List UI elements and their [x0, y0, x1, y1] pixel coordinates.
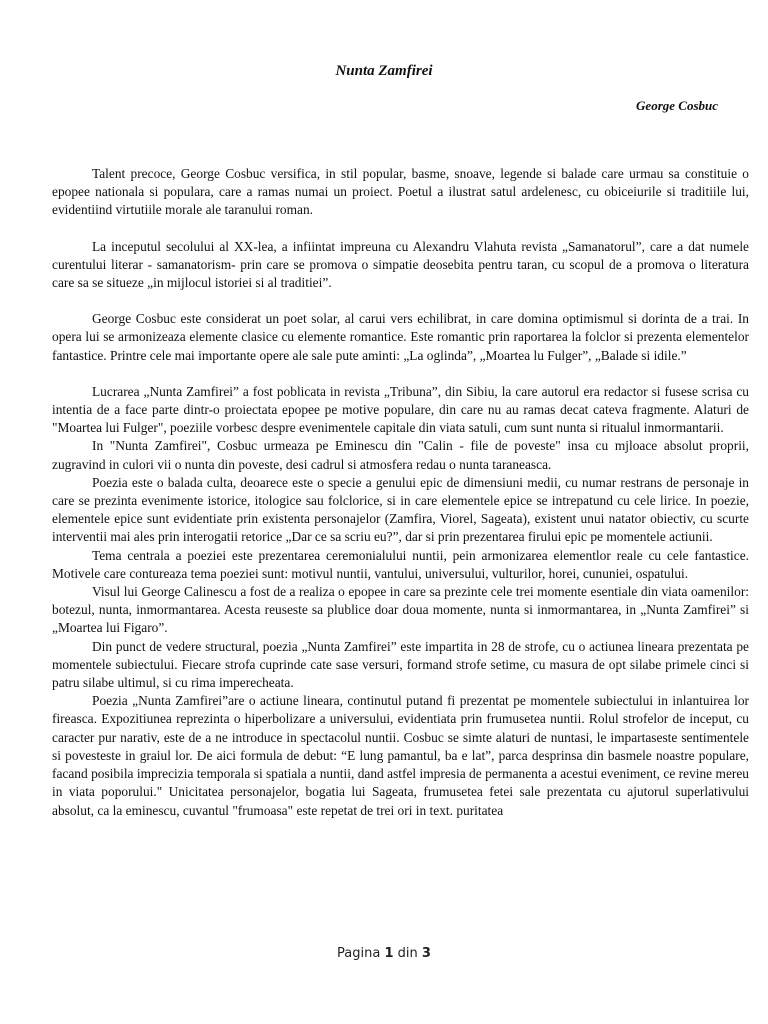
paragraph: La inceputul secolului al XX-lea, a infiintat impreuna cu Alexandru Vlahuta revista „Samanatorul”, care a dat numele curentului literar - samanatorism- prin care se promova o simpatie deosebita pentru taran, cu scopul de a promova o literatura care sa se situeze „in mijlocul istoriei si al traditiei”. — [52, 238, 749, 291]
paragraph: George Cosbuc este considerat un poet solar, al carui vers echilibrat, in care domina optimismul si dorinta de a trai. In opera lui se armonizeaza elemente clasice cu elemente romantice. Este romantic prin raportarea la folclor si prezenta elementelor fantastice. Printre cele mai importante opere ale sale pute aminti: „La oglinda”, „Moartea lu Fulger”, „Balade si idile.” — [52, 311, 749, 363]
paragraph: Talent precoce, George Cosbuc versifica, in stil popular, basme, snoave, legende si balade care urmau sa constituie o epopee nationala si populara, care a ramas numai un proiect. Poetul a ilustrat satul ardelenesc, cu obiceiurile si traditiile lui, evidentiind virtutiile morale ale taranului roman. — [52, 166, 749, 218]
paragraph: Poezia „Nunta Zamfirei”are o actiune lineara, continutul putand fi prezentat pe momentele subiectului in inlantuirea lor fireasca. Expozitiunea reprezinta o hiperbolizare a universului, evidentiata prin frumusetea nuntii. Rolul strofelor de inceput, cu caracter pur narativ, este de a ne introduce in spectacolul nuntii. Cosbuc se simte alaturi de nuntasi, le impartaseste sentimentele si povesteste in graiul lor. De aici formula de debut: “E lung pamantul, ba e lat”, parca desprinsa din basmele noastre populare, facand posibila imprecizia temporala si spatiala a nuntii, dand astfel impresia de permanenta a acestui eveniment, ce revine mereu in viata poporului." Unicitatea personajelor, bogatia lui Sageata, frumusetea fetei sale prezentata cu ajutorul superlativului absolut, ca la eminescu, cuvantul "frumoasa" este repetat de trei ori in text. puritatea — [52, 693, 749, 818]
page-number-separator: din — [397, 946, 418, 961]
paragraph: Tema centrala a poeziei este prezentarea ceremonialului nuntii, pein armonizarea elementlor reale cu cele fantastice. Motivele care contureaza tema poeziei sunt: motivul nuntii, vantului, universului, vulturilor, horei, cununiei, ospatului. — [52, 547, 749, 581]
document-body — [52, 165, 749, 820]
paragraph: In "Nunta Zamfirei", Cosbuc urmeaza pe Eminescu din "Calin - file de poveste" insa cu mjloace absolut proprii, zugravind in culori vii o nunta din poveste, desi cadrul si atmosfera redau o nunta taraneasca. — [52, 438, 749, 472]
paragraph: Din punct de vedere structural, poezia „Nunta Zamfirei” este impartita in 28 de strofe, cu o actiunea lineara prezentata pe momentele subiectului. Fiecare strofa cuprinde cate sase versuri, formand strofe setime, cu masura de opt silabe primele cinci si patru silabe ultimul, si cu rima imperecheata. — [52, 638, 749, 691]
current-page-number: 1 — [384, 946, 394, 961]
paragraph: Poezia este o balada culta, deoarece este o specie a genului epic de dimensiuni medii, cu numar restrans de personaje in care se prezinta evenimente istorice, itologice sau folclorice, si in care elementele epice se intrepatund cu cele lirice. In poezie, elementele epice sunt evidentiate prin existenta personajelor (Zamfira, Viorel, Sageata), existent unui natator obiectiv, cu scurte interventii mai ales prin interogatii retorice „Dar ce sa scriu eu?”, dar si prin prezentarea firului epic pe momentele actiunii. — [52, 474, 749, 545]
document-title: Nunta Zamfirei — [335, 63, 433, 79]
page-footer — [0, 946, 768, 961]
total-page-count: 3 — [421, 946, 431, 961]
paragraph: Lucrarea „Nunta Zamfirei” a fost poblicata in revista „Tribuna”, din Sibiu, la care autorul era redactor si fusese scrisa cu intentia de a face parte dintr-o proiectata epopee pe motive populare, din care nu au ramas decat cateva fragmente. Alaturi de "Moartea lui Fulger", poeziile vorbesc despre evenimentele capitale din viata satuli, cum sunt nunta si ritualul inmormantarii. — [52, 383, 749, 436]
paragraph: Visul lui George Calinescu a fost de a realiza o epopee in care sa prezinte cele trei momente esentiale din viata oamenilor: botezul, nunta, inmormantarea. Acesta reuseste sa plublice doar doua momente, nunta si inmormantarea, in „Nunta Zamfirei” si „Moartea lui Figaro”. — [52, 584, 749, 636]
document-author: George Cosbuc — [636, 98, 718, 113]
page-number-prefix: Pagina — [337, 946, 381, 961]
